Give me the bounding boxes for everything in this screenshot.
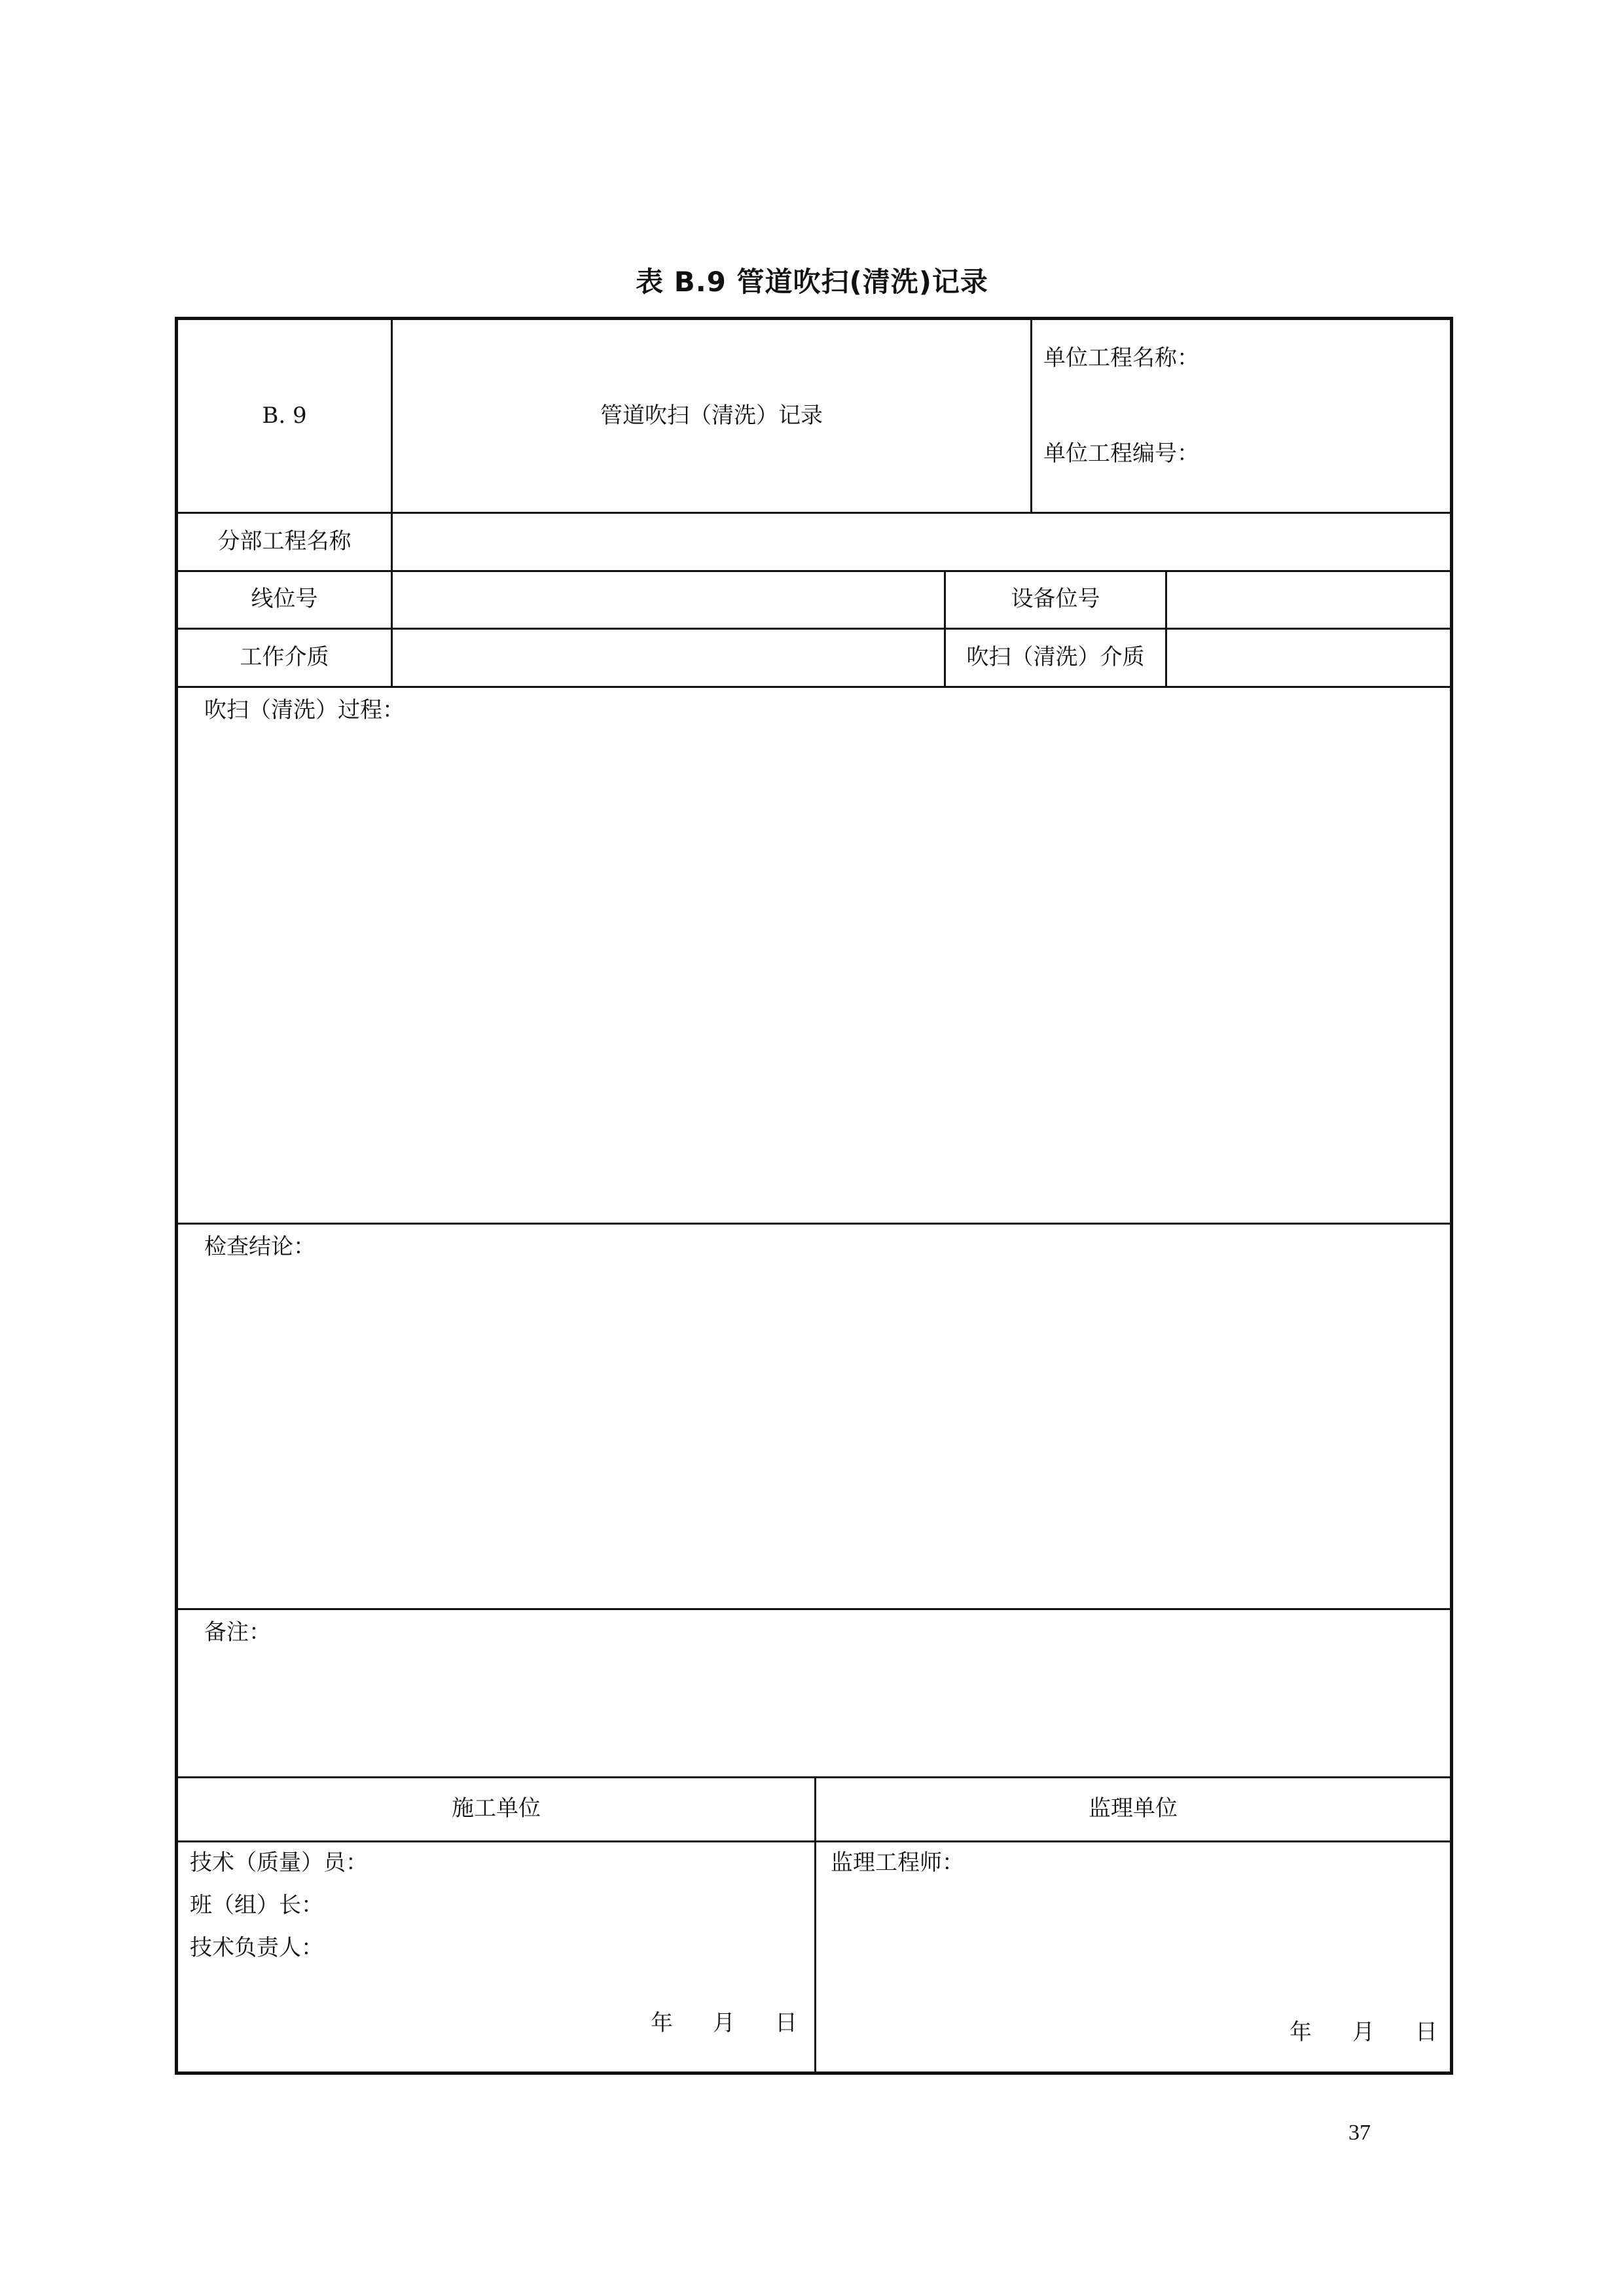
inspection-conclusion-label: 检查结论：	[204, 1234, 316, 1260]
team-leader-label: 班（组）长：	[190, 1892, 323, 1918]
rule-subproject-bottom	[178, 570, 1450, 572]
unit-project-number-label: 单位工程编号：	[1043, 440, 1199, 467]
purge-medium-label: 吹扫（清洗）介质	[966, 644, 1145, 670]
remarks-label: 备注：	[204, 1619, 271, 1645]
purge-process-label: 吹扫（清洗）过程：	[204, 697, 405, 723]
equipment-number-label: 设备位号	[1011, 586, 1100, 612]
construction-date-month: 月	[713, 2010, 735, 2036]
rule-header-bottom	[178, 512, 1450, 514]
unit-project-name-label: 单位工程名称：	[1043, 345, 1199, 371]
working-medium-label: 工作介质	[240, 644, 329, 670]
rule-label-column	[391, 320, 393, 688]
supervision-date-day: 日	[1415, 2019, 1437, 2045]
supervising-engineer-label: 监理工程师：	[831, 1850, 964, 1876]
rule-process-bottom	[178, 1223, 1450, 1225]
table-caption: 表 B.9 管道吹扫(清洗)记录	[636, 266, 988, 298]
supervision-unit-heading: 监理单位	[1089, 1795, 1178, 1821]
rule-line-bottom	[178, 628, 1450, 630]
tech-lead-label: 技术负责人：	[190, 1935, 323, 1961]
construction-date-year: 年	[651, 2010, 673, 2036]
record-form-table	[175, 317, 1453, 2075]
supervision-date-month: 月	[1352, 2019, 1375, 2045]
page-number: 37	[1348, 2121, 1371, 2145]
rule-mid-label-right	[1165, 570, 1167, 688]
rule-header-right-column	[1030, 320, 1032, 514]
construction-unit-heading: 施工单位	[452, 1795, 541, 1821]
form-title: 管道吹扫（清洗）记录	[600, 403, 823, 429]
rule-medium-bottom	[178, 686, 1450, 688]
rule-conclusion-bottom	[178, 1608, 1450, 1610]
sub-project-name-label: 分部工程名称	[217, 528, 352, 554]
supervision-date-year: 年	[1290, 2019, 1312, 2045]
line-number-label: 线位号	[251, 586, 318, 612]
technician-label: 技术（质量）员：	[190, 1850, 368, 1876]
construction-date-day: 日	[775, 2010, 797, 2036]
form-code: B. 9	[262, 403, 307, 429]
